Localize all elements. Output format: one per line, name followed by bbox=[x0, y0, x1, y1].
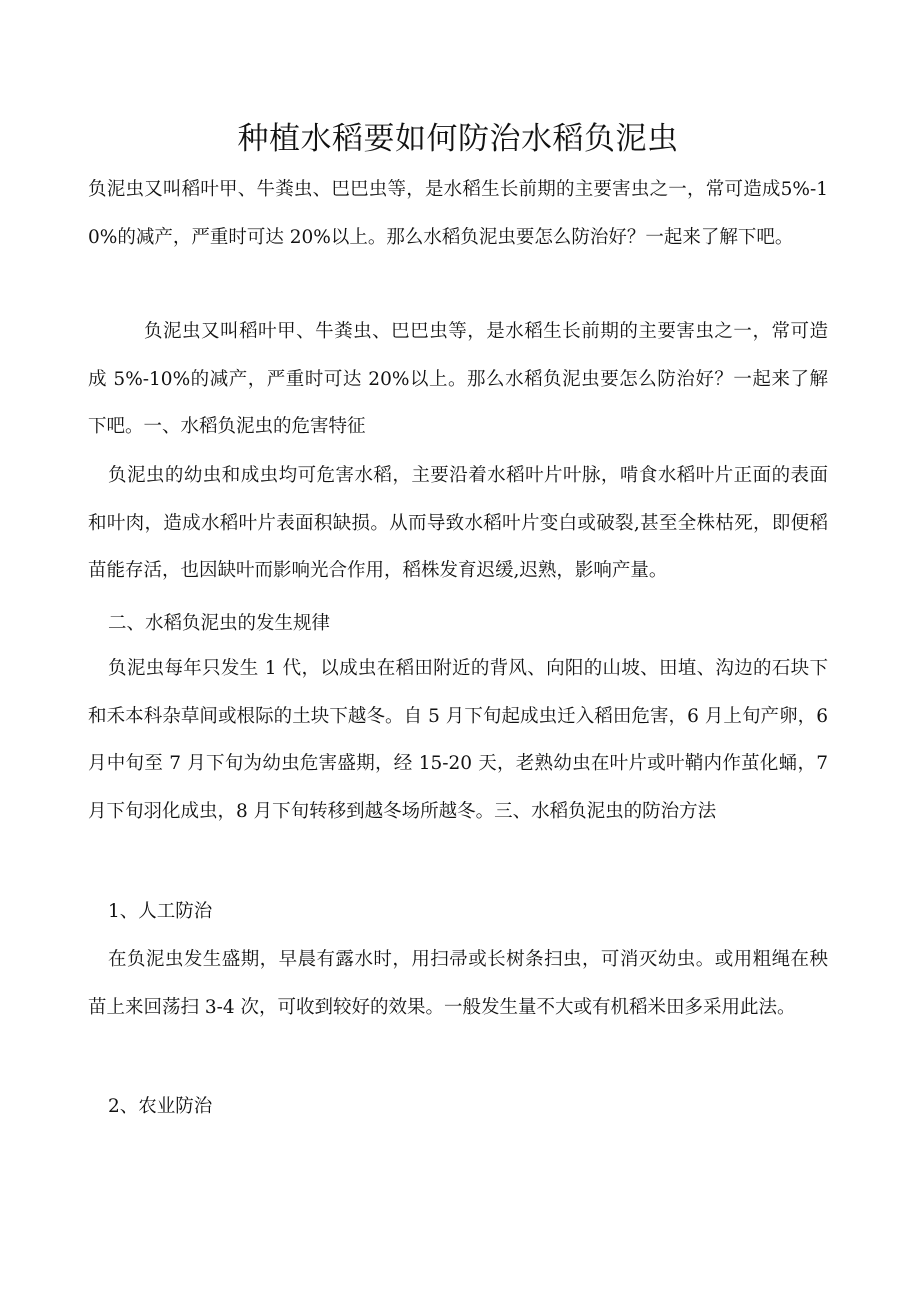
intro-repeat-paragraph: 负泥虫又叫稻叶甲、牛粪虫、巴巴虫等，是水稻生长前期的主要害虫之一，常可造成 5%-10%的减产，严重时可达 20%以上。那么水稻负泥虫要怎么防治好？一起来了解下吧。一、水稻负泥虫的危害特征 bbox=[88, 321, 828, 438]
harm-features-paragraph: 负泥虫的幼虫和成虫均可危害水稻，主要沿着水稻叶片叶脉，啃食水稻叶片正面的表面和叶肉，造成水稻叶片表面积缺损。从而导致水稻叶片变白或破裂,甚至全株枯死，即便稻苗能存活，也因缺叶而影响光合作用，稻株发育迟缓,迟熟，影响产量。 bbox=[88, 465, 828, 582]
subheading-manual-control: 1、人工防治 bbox=[108, 901, 213, 922]
section-heading-occurrence: 二、水稻负泥虫的发生规律 bbox=[108, 613, 331, 634]
intro-paragraph: 负泥虫又叫稻叶甲、牛粪虫、巴巴虫等，是水稻生长前期的主要害虫之一，常可造成5%-10%的减产，严重时可达 20%以上。那么水稻负泥虫要怎么防治好？一起来了解下吧。 bbox=[88, 179, 828, 248]
manual-control-paragraph: 在负泥虫发生盛期，早晨有露水时，用扫帚或长树条扫虫，可消灭幼虫。或用粗绳在秧苗上来回荡扫 3-4 次，可收到较好的效果。一般发生量不大或有机稻米田多采用此法。 bbox=[88, 949, 828, 1018]
subheading-agricultural-control: 2、农业防治 bbox=[108, 1096, 213, 1117]
page-title: 种植水稻要如何防治水稻负泥虫 bbox=[237, 121, 679, 157]
occurrence-paragraph: 负泥虫每年只发生 1 代，以成虫在稻田附近的背风、向阳的山坡、田埴、沟边的石块下和禾本科杂草间或根际的土块下越冬。自 5 月下旬起成虫迁入稻田危害，6 月上旬产卵，6 月中旬至 7 月下旬为幼虫危害盛期，经 15-20 天，老熟幼虫在叶片或叶鞘内作茧化蛹，7 月下旬羽化成虫，8 月下旬转移到越冬场所越冬。三、水稻负泥虫的防治方法 bbox=[88, 658, 828, 822]
document-page bbox=[88, 0, 828, 1301]
